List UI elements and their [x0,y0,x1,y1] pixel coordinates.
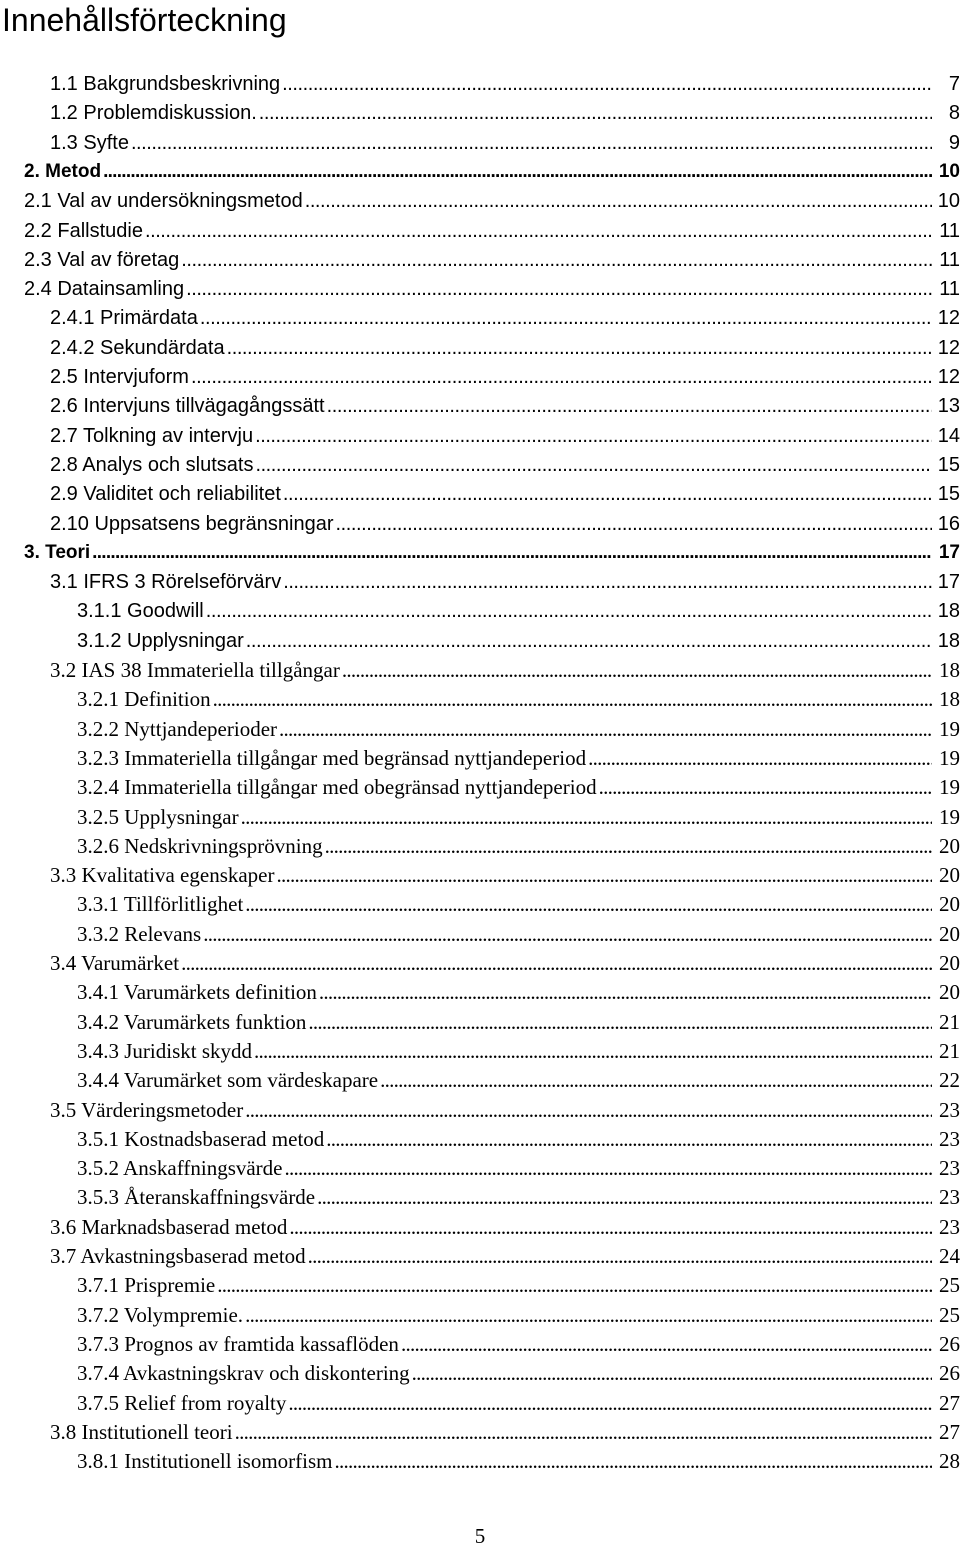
toc-entry-page: 17 [937,571,960,594]
toc-entry-page: 7 [948,73,960,95]
toc-row[interactable] [0,832,960,860]
toc-entry[interactable] [50,949,960,977]
toc-entry-label: 3.1.2 Upplysningar [77,629,244,652]
toc-entry[interactable] [50,1213,960,1241]
toc-entry-label: 3.1.1 Goodwill [77,600,204,623]
dot-leader [412,1359,932,1387]
toc-row[interactable] [0,1242,960,1270]
toc-entry-page: 26 [939,1361,960,1386]
toc-entry-label: 3.3.1 Tillförlitlighet [77,892,244,917]
dot-leader [308,1008,932,1036]
dot-leader [217,1271,932,1299]
toc-entry-label: 3.5.2 Anskaffningsvärde [77,1156,283,1181]
dot-leader [380,1066,932,1094]
toc-entry-label: 3.2 IAS 38 Immateriella tillgångar [50,658,340,682]
toc-entry-page: 18 [939,687,960,712]
toc-entry-label: 1.3 Syfte [50,131,129,154]
toc-entry-label: 2.4.2 Sekundärdata [50,336,225,359]
toc-row[interactable] [0,363,960,391]
toc-entry-page: 19 [939,775,960,800]
toc-entry-page: 22 [939,1068,960,1093]
toc-entry-label: 3.7 Avkastningsbaserad metod [50,1244,306,1268]
dot-leader [246,627,932,655]
toc-entry[interactable] [77,890,960,918]
toc-row[interactable] [0,392,960,420]
toc-entry-page: 20 [939,833,960,858]
dot-leader [245,1301,932,1329]
toc-row[interactable] [0,1037,960,1065]
toc-entry-page: 28 [939,1449,960,1474]
toc-row[interactable] [0,715,960,743]
toc-entry-page: 9 [948,131,960,154]
toc-entry-page: 18 [937,629,960,652]
toc-entry[interactable] [77,685,960,713]
toc-entry-label: 2.10 Uppsatsens begränsningar [50,512,334,535]
toc-entry[interactable] [77,773,960,801]
toc-entry-page: 19 [939,804,960,829]
toc-entry[interactable] [77,1008,960,1036]
toc-row[interactable] [0,304,960,332]
toc-entry[interactable] [50,861,960,889]
dot-leader [181,949,932,977]
toc-entry-label: 2. Metod [24,160,102,182]
toc-entry-page: 11 [939,278,960,301]
toc-entry[interactable] [50,304,960,332]
toc-entry-label: 3.2.1 Definition [77,687,211,712]
toc-row[interactable] [0,773,960,801]
toc-entry-page: 20 [939,863,960,888]
toc-entry-page: 25 [939,1273,960,1298]
dot-leader [288,1389,932,1417]
dot-leader [245,890,932,918]
toc-entry-label: 1.2 Problemdiskussion. [50,102,257,125]
toc-entry-page: 13 [937,395,960,418]
toc-entry[interactable] [24,187,960,215]
dot-leader [254,1037,932,1065]
toc-entry[interactable] [77,1154,960,1182]
toc-entry-page: 12 [937,366,960,388]
dot-leader [305,187,932,215]
toc-entry[interactable] [77,1271,960,1299]
toc-entry[interactable] [77,744,960,772]
dot-leader [325,832,932,860]
toc-entry[interactable] [50,1242,960,1270]
toc-entry-label: 1.1 Bakgrundsbeskrivning [50,73,281,95]
toc-entry[interactable] [77,1183,960,1211]
toc-entry-label: 2.3 Val av företag [24,248,180,271]
toc-entry-label: 3.7.5 Relief from royalty [77,1390,287,1415]
toc-row[interactable] [0,1125,960,1153]
toc-entry-page: 21 [939,1009,960,1034]
page-title: Innehållsförteckning [2,2,287,38]
toc-row[interactable] [0,656,960,684]
toc-row[interactable] [0,1359,960,1387]
dot-leader [103,158,932,186]
toc-entry-page: 8 [948,102,960,125]
toc-entry-label: 3.2.4 Immateriella tillgångar med obegränsad nyttjandeperiod [77,775,597,800]
toc-entry-label: 3.2.5 Upplysningar [77,804,239,829]
toc-entry[interactable] [77,597,960,625]
dot-leader [213,685,932,713]
toc-row[interactable] [0,480,960,508]
toc-row[interactable] [0,685,960,713]
dot-leader [245,1096,932,1124]
dot-leader [277,861,933,889]
toc-row[interactable] [0,949,960,977]
toc-entry-label: 3.7.3 Prognos av framtida kassaflöden [77,1331,399,1356]
toc-row[interactable] [0,510,960,538]
toc-row[interactable] [0,187,960,215]
dot-leader [203,920,932,948]
toc-entry-page: 20 [939,892,960,917]
toc-entry-page: 20 [939,951,960,975]
toc-entry-page: 16 [937,512,960,535]
toc-entry-page: 23 [939,1126,960,1151]
toc-entry[interactable] [77,1330,960,1358]
dot-leader [308,1242,932,1270]
toc-row[interactable] [0,217,960,245]
dot-leader [255,422,932,450]
toc-entry-label: 3.2.2 Nyttjandeperioder [77,716,278,741]
toc-entry-label: 3.4.1 Varumärkets definition [77,980,317,1005]
toc-row[interactable] [0,627,960,655]
toc-entry[interactable] [50,1096,960,1124]
toc-row[interactable] [0,1330,960,1358]
toc-entry[interactable] [24,275,960,303]
toc-entry-label: 3.8 Institutionell teori [50,1419,233,1444]
toc-entry-label: 3.5 Värderingsmetoder [50,1097,244,1122]
toc-entry[interactable] [50,1418,960,1446]
toc-entry-label: 3.3.2 Relevans [77,921,202,946]
toc-entry-page: 27 [939,1419,960,1444]
toc-entry-page: 11 [939,219,960,242]
toc-entry-page: 21 [939,1038,960,1063]
toc-entry-label: 2.1 Val av undersökningsmetod [24,190,303,213]
toc-entry[interactable] [77,1125,960,1153]
toc-entry-page: 14 [937,424,960,447]
toc-row[interactable] [0,70,960,98]
toc-entry-page: 17 [938,541,960,563]
toc-entry-page: 26 [939,1331,960,1356]
dot-leader [227,334,932,362]
toc-row[interactable] [0,978,960,1006]
dot-leader [235,1418,932,1446]
toc-row[interactable] [0,744,960,772]
toc-entry-label: 3.7.4 Avkastningskrav och diskontering [77,1361,410,1386]
toc-entry[interactable] [50,70,960,98]
toc-entry[interactable] [24,158,960,186]
toc-row[interactable] [0,451,960,479]
toc-entry-page: 23 [939,1214,960,1239]
toc-row[interactable] [0,539,960,567]
toc-entry[interactable] [24,217,960,245]
toc-entry-page: 27 [939,1390,960,1415]
toc-entry[interactable] [50,510,960,538]
toc-entry-label: 3.4 Varumärket [50,951,180,975]
toc-entry-page: 23 [939,1097,960,1122]
dot-leader [283,480,932,508]
toc-entry-label: 3.7.2 Volympremie. [77,1302,244,1327]
toc-row[interactable] [0,334,960,362]
toc-entry-page: 10 [938,160,960,182]
dot-leader [283,568,932,596]
toc-entry-label: 3.7.1 Prispremie [77,1273,216,1298]
toc-entry-page: 19 [939,716,960,741]
toc-entry-label: 2.7 Tolkning av intervju [50,424,254,447]
dot-leader [259,99,932,127]
dot-leader [319,978,932,1006]
toc-entry-page: 20 [939,921,960,946]
toc-entry-label: 2.6 Intervjuns tillvägagångssätt [50,395,325,418]
toc-entry-label: 2.5 Intervjuform [50,366,189,388]
dot-leader [206,597,932,625]
toc-entry[interactable] [77,920,960,948]
dot-leader [145,217,932,245]
dot-leader [131,129,932,157]
toc-row[interactable] [0,568,960,596]
dot-leader [191,363,932,391]
dot-leader [92,539,932,567]
toc-entry[interactable] [50,392,960,420]
dot-leader [401,1330,932,1358]
toc-entry-page: 23 [939,1156,960,1181]
toc-entry[interactable] [77,1359,960,1387]
dot-leader [599,773,932,801]
toc-entry[interactable] [50,363,960,391]
toc-entry[interactable] [77,1066,960,1094]
toc-entry-label: 3.6 Marknadsbaserad metod [50,1214,288,1239]
toc-entry[interactable] [77,715,960,743]
toc-entry-page: 12 [937,307,960,330]
toc-row[interactable] [0,129,960,157]
dot-leader [289,1213,932,1241]
toc-entry-label: 3.3 Kvalitativa egenskaper [50,863,275,888]
dot-leader [285,1154,933,1182]
toc-row[interactable] [0,597,960,625]
toc-row[interactable] [0,861,960,889]
toc-entry-label: 2.2 Fallstudie [24,219,143,242]
toc-entry[interactable] [50,129,960,157]
toc-entry[interactable] [50,334,960,362]
toc-entry[interactable] [24,246,960,274]
toc-row[interactable] [0,1154,960,1182]
toc-entry-label: 3. Teori [24,541,91,563]
toc-entry-label: 2.4.1 Primärdata [50,307,198,330]
toc-entry[interactable] [77,1037,960,1065]
toc-entry-page: 19 [939,745,960,770]
toc-entry-page: 10 [937,190,960,213]
toc-row[interactable] [0,275,960,303]
toc-row[interactable] [0,1447,960,1475]
toc-entry-page: 25 [939,1302,960,1327]
toc-entry[interactable] [50,99,960,127]
toc-entry-label: 2.8 Analys och slutsats [50,453,254,476]
toc-entry[interactable] [50,656,960,684]
toc-row[interactable] [0,1301,960,1329]
page-number: 5 [474,1524,486,1548]
toc-row[interactable] [0,1213,960,1241]
toc-entry[interactable] [50,422,960,450]
toc-entry-label: 3.5.3 Återanskaffningsvärde [77,1185,316,1210]
dot-leader [279,715,932,743]
toc-entry[interactable] [50,451,960,479]
toc-entry[interactable] [77,832,960,860]
dot-leader [336,510,932,538]
toc-entry-label: 3.2.3 Immateriella tillgångar med begränsad nyttjandeperiod [77,745,587,770]
toc-row[interactable] [0,246,960,274]
toc-row[interactable] [0,1389,960,1417]
toc-row[interactable] [0,1183,960,1211]
dot-leader [282,70,932,98]
toc-entry-label: 3.4.3 Juridiskt skydd [77,1038,253,1063]
toc-entry-label: 3.8.1 Institutionell isomorfism [77,1449,333,1474]
dot-leader [255,451,932,479]
toc-entry[interactable] [77,1389,960,1417]
toc-entry[interactable] [50,568,960,596]
toc-row[interactable] [0,99,960,127]
dot-leader [335,1447,933,1475]
dot-leader [181,246,932,274]
toc-entry-label: 3.5.1 Kostnadsbaserad metod [77,1126,325,1151]
toc-entry-page: 23 [939,1185,960,1210]
toc-entry-label: 3.4.2 Varumärkets funktion [77,1009,307,1034]
toc-entry[interactable] [77,978,960,1006]
toc-row[interactable] [0,1096,960,1124]
dot-leader [241,803,932,831]
toc-entry-page: 11 [939,248,960,271]
dot-leader [342,656,932,684]
toc-row[interactable] [0,920,960,948]
toc-entry-label: 3.2.6 Nedskrivningsprövning [77,833,323,858]
dot-leader [327,392,932,420]
toc-entry-page: 20 [939,980,960,1005]
toc-row[interactable] [0,1008,960,1036]
toc-row[interactable] [0,158,960,186]
toc-entry-label: 3.1 IFRS 3 Rörelseförvärv [50,571,282,594]
toc-row[interactable] [0,890,960,918]
dot-leader [200,304,932,332]
toc-row[interactable] [0,1066,960,1094]
dot-leader [588,744,932,772]
toc-entry-page: 15 [937,453,960,476]
toc-entry[interactable] [77,1301,960,1329]
toc-row[interactable] [0,422,960,450]
toc-entry[interactable] [24,539,960,567]
toc-entry-page: 18 [937,600,960,623]
toc-row[interactable] [0,1418,960,1446]
toc-entry[interactable] [50,480,960,508]
toc-entry-page: 12 [937,336,960,359]
dot-leader [186,275,932,303]
toc-entry-label: 2.4 Datainsamling [24,278,185,301]
toc-entry-page: 24 [939,1244,960,1268]
toc-entry-label: 2.9 Validitet och reliabilitet [50,483,281,506]
toc-entry[interactable] [77,803,960,831]
dot-leader [326,1125,932,1153]
toc-entry-label: 3.4.4 Varumärket som värdeskapare [77,1068,379,1093]
toc-row[interactable] [0,803,960,831]
toc-entry[interactable] [77,1447,960,1475]
dot-leader [317,1183,932,1211]
toc-row[interactable] [0,1271,960,1299]
toc-entry[interactable] [77,627,960,655]
toc-entry-page: 15 [937,483,960,506]
toc-entry-page: 18 [939,658,960,682]
